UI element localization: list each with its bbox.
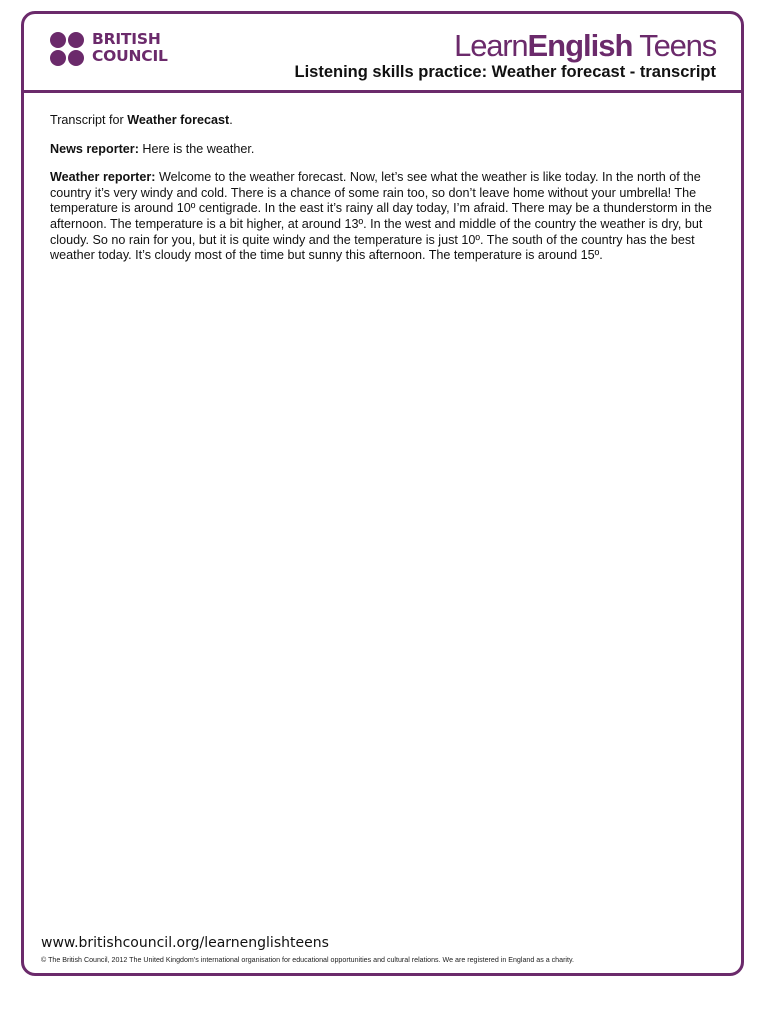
document-title: Listening skills practice: Weather forecast - transcript	[294, 63, 716, 81]
speaker-text: Welcome to the weather forecast. Now, let’s see what the weather is like today. In the north of the country it’s very windy and cold. There is a chance of some rain too, so don’t leave home without your umbrella! The temperature is around 10º centigrade. In the east it’s rainy all day today, I’m afraid. There may be a thunderstorm in the afternoon. The temperature is a bit higher, at around 13º. In the west and middle of the country the weather is dry, but cloudy. So no rain for you, but it is quite windy and the temperature is just 10º. The south of the country has the best weather today. It’s cloudy most of the time but sunny this afternoon. The temperature is around 15º.	[50, 170, 712, 263]
footer-legal-text: © The British Council, 2012 The United Kingdom’s international organisation for educational opportunities and cultural relations. We are registered in England as a charity.	[41, 956, 574, 964]
intro-line	[50, 113, 722, 129]
footer-url: www.britishcouncil.org/learnenglishteens	[41, 935, 329, 951]
speaker-name: Weather reporter:	[50, 170, 156, 185]
dialogue-line-news-reporter	[50, 142, 722, 158]
british-council-logo	[50, 31, 185, 69]
speaker-name: News reporter:	[50, 141, 139, 156]
learnenglish-teens-brand	[454, 28, 716, 64]
brand-english: English	[527, 28, 633, 63]
speaker-text: Here is the weather.	[138, 141, 255, 156]
logo-line-2: COUNCIL	[92, 47, 168, 65]
logo-line-1: BRITISH	[92, 30, 161, 48]
logo-dots-icon	[50, 32, 86, 68]
intro-suffix: .	[229, 113, 233, 127]
intro-topic: Weather forecast	[127, 113, 230, 127]
brand-learn: Learn	[454, 28, 528, 63]
dialogue-line-weather-reporter	[50, 170, 722, 264]
intro-prefix: Transcript for	[50, 113, 128, 127]
transcript-body	[50, 113, 722, 277]
brand-teens: Teens	[632, 28, 716, 63]
header-divider	[21, 90, 744, 93]
logo-wordmark	[92, 31, 168, 65]
